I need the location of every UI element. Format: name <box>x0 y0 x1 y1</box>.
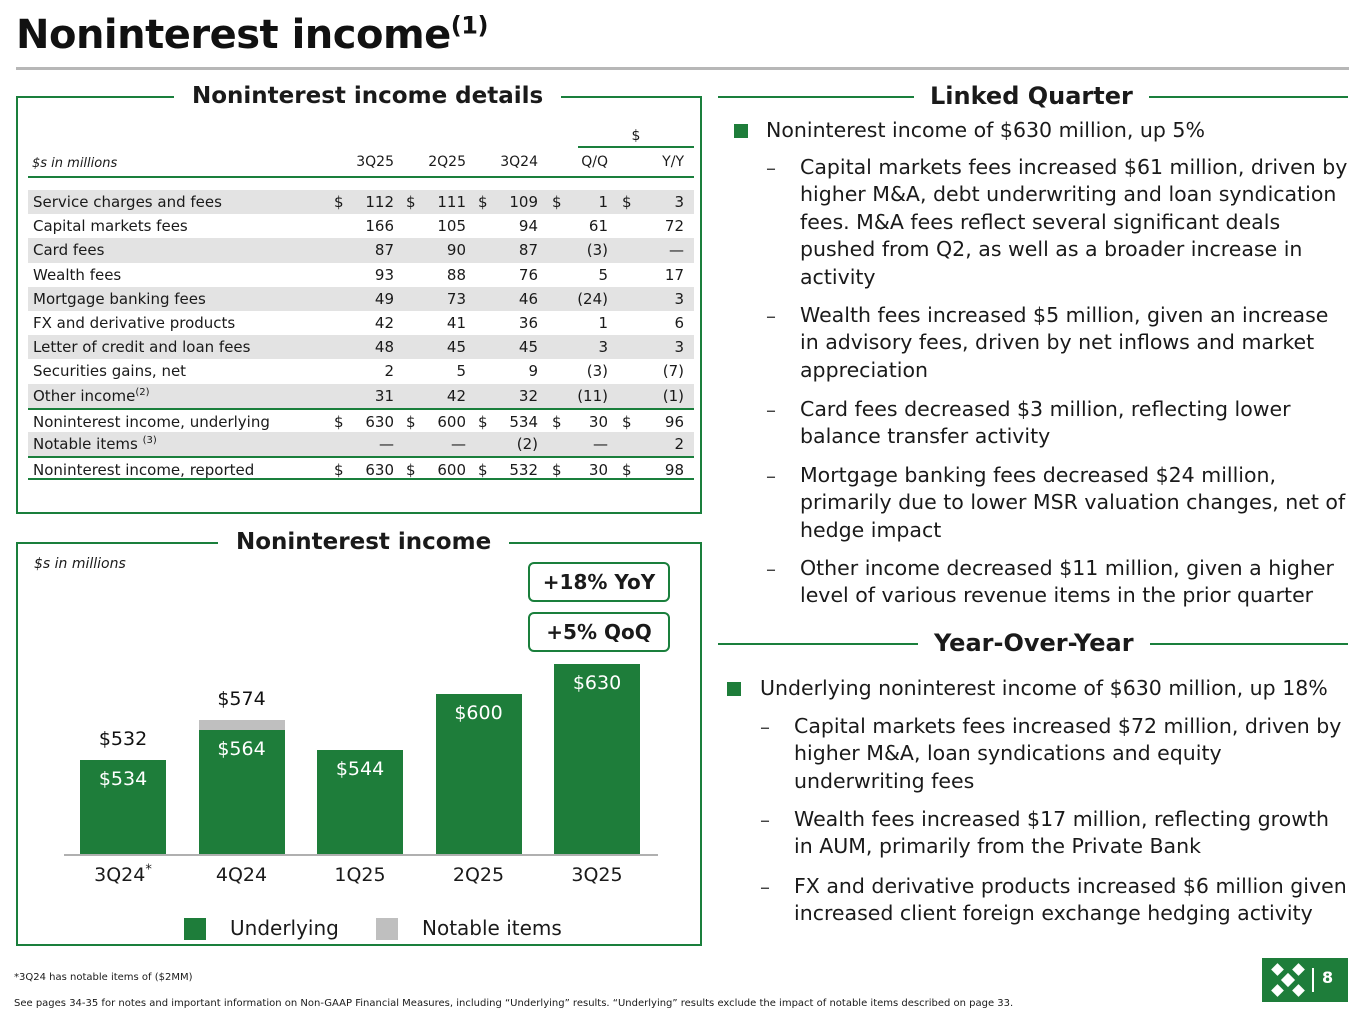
table-cell: 6 <box>674 313 684 332</box>
page-title: Noninterest income$^{(1)}$ <box>16 11 488 58</box>
row-label-text: Wealth fees <box>33 265 122 284</box>
bank-logo-icon <box>1270 962 1306 998</box>
dollar-sign: $ <box>622 412 632 431</box>
table-cell: — <box>451 434 466 453</box>
bar-total-label: $532 <box>98 728 148 750</box>
dollar-sign: $ <box>334 193 344 211</box>
row-label-text: Securities gains, net <box>33 362 187 381</box>
bullet-icon <box>734 124 748 138</box>
sub-bullet-text: Capital markets fees increased $61 million, driven by higher M&A, debt underwriting and loan syndication fees. M&A fees reflect several significant deals pushed from Q2, as well as a broader increase in activity <box>800 155 1348 289</box>
legend-notable-swatch <box>376 918 398 940</box>
dash-bullet-icon: – <box>760 875 770 899</box>
linked-quarter-heading: Linked Quarter <box>914 82 1149 110</box>
row-label <box>33 410 270 434</box>
table-unit: $s in millions <box>32 156 118 171</box>
x-tick-text: 1Q25 <box>334 864 386 886</box>
table-cell: — <box>379 434 394 453</box>
details-heading: Noninterest income details <box>174 83 561 109</box>
dollar-sign: $ <box>406 193 416 211</box>
row-label-text: Noninterest income, underlying <box>33 412 270 431</box>
row-label-text: Capital markets fees <box>33 217 188 236</box>
table-cell: (7) <box>662 362 684 381</box>
row-label <box>33 335 250 359</box>
table-cell: 3 <box>674 193 684 211</box>
table-row <box>28 214 694 238</box>
row-label <box>33 359 186 383</box>
row-label <box>33 190 222 214</box>
table-cell: 98 <box>664 461 684 480</box>
table-cell: 42 <box>446 386 466 405</box>
table-cell: 2 <box>674 434 684 453</box>
footnote: *3Q24 has notable items of ($2MM) <box>14 972 193 983</box>
bullet-icon <box>727 682 741 696</box>
table-row <box>28 432 694 456</box>
table-cell: 31 <box>374 386 394 405</box>
sub-bullet-text: FX and derivative products increased $6 million given increased client foreign exchange hedging activity <box>794 874 1347 926</box>
table-row <box>28 408 694 432</box>
table-body <box>28 190 694 480</box>
col-header: 3Q24 <box>500 154 538 170</box>
table-cell: 1 <box>598 313 608 332</box>
table-row <box>28 335 694 359</box>
x-tick-text: 3Q24 <box>94 864 146 886</box>
table-cell: 30 <box>588 412 608 431</box>
row-label-text: Card fees <box>33 241 105 260</box>
table-row <box>28 287 694 311</box>
bar-notable <box>199 720 285 730</box>
table-cell: — <box>593 434 608 453</box>
table-cell: 87 <box>518 241 538 260</box>
dollar-sign: $ <box>478 412 488 431</box>
table-cell: 5 <box>456 362 466 381</box>
chart-heading: Noninterest income <box>218 529 509 555</box>
row-label <box>33 238 104 262</box>
table-header <box>28 120 694 180</box>
table-cell: 72 <box>664 217 684 236</box>
chart-panel <box>16 529 702 946</box>
row-label <box>33 214 188 238</box>
table-cell: 1 <box>598 193 608 211</box>
row-label-text: Notable items <box>33 434 143 453</box>
table-cell: — <box>669 241 684 260</box>
disclaimer: See pages 34-35 for notes and important information on Non-GAAP Financial Measures, including “Underlying” results. “Underlying” results exclude the impact of notable items described on page 33. <box>14 998 1014 1009</box>
row-footnote-ref: (2) <box>135 386 150 398</box>
x-tick-label <box>307 864 413 886</box>
table-cell: 96 <box>664 412 684 431</box>
dash-bullet-icon: – <box>766 557 776 581</box>
dash-bullet-icon: – <box>766 398 776 422</box>
table-cell: 32 <box>518 386 538 405</box>
row-label <box>33 287 206 311</box>
table-cell: 88 <box>446 265 466 284</box>
bar-value-label: $630 <box>572 672 622 694</box>
dash-bullet-icon: – <box>766 464 776 488</box>
dash-bullet-icon: – <box>766 156 776 180</box>
x-tick-label <box>544 864 650 886</box>
sub-bullet-text: Capital markets fees increased $72 million, driven by higher M&A, loan syndications and equity underwriting fees <box>794 714 1342 793</box>
row-label <box>33 458 254 482</box>
chart-unit: $s in millions <box>34 556 126 572</box>
table-row <box>28 263 694 287</box>
row-label <box>33 384 149 408</box>
x-tick-footnote-mark: * <box>145 862 152 878</box>
table-cell: 532 <box>509 461 538 480</box>
title-divider <box>16 67 1349 70</box>
table-cell: 3 <box>674 289 684 308</box>
x-tick-label <box>426 864 532 886</box>
x-tick-label <box>189 864 295 886</box>
yoy-main-bullet: Underlying noninterest income of $630 million, up 18% <box>760 676 1328 700</box>
table-cell: 49 <box>374 289 394 308</box>
dollar-sign: $ <box>552 193 562 211</box>
details-table <box>28 120 694 480</box>
table-cell: 2 <box>384 362 394 381</box>
bar-value-label: $534 <box>98 768 148 790</box>
qoq-badge: +5% QoQ <box>528 612 670 652</box>
table-cell: 36 <box>518 313 538 332</box>
sub-bullet-text: Other income decreased $11 million, given a higher level of various revenue items in the prior quarter <box>800 556 1334 608</box>
table-row <box>28 456 694 480</box>
details-panel <box>16 83 702 514</box>
table-cell: 600 <box>437 412 466 431</box>
table-cell: 9 <box>528 362 538 381</box>
table-cell: 93 <box>374 265 394 284</box>
table-cell: 48 <box>374 338 394 357</box>
row-label-text: FX and derivative products <box>33 313 236 332</box>
dollar-sign: $ <box>552 412 562 431</box>
row-label-text: Noninterest income, reported <box>33 461 255 480</box>
table-cell: 46 <box>518 289 538 308</box>
table-cell: 3 <box>598 338 608 357</box>
table-cell: 87 <box>374 241 394 260</box>
row-label <box>33 263 121 287</box>
table-cell: 105 <box>437 217 466 236</box>
row-label <box>33 311 235 335</box>
table-cell: 600 <box>437 461 466 480</box>
dash-bullet-icon: – <box>760 808 770 832</box>
table-cell: 90 <box>446 241 466 260</box>
x-tick-label <box>70 864 176 886</box>
table-cell: 73 <box>446 289 466 308</box>
dollar-sign: $ <box>552 461 562 480</box>
table-row <box>28 359 694 383</box>
x-tick-text: 4Q24 <box>215 864 268 886</box>
x-tick-text: 3Q25 <box>571 864 623 886</box>
dollar-sign: $ <box>334 461 344 480</box>
table-cell: 111 <box>437 193 466 211</box>
sub-bullet-text: Wealth fees increased $5 million, given an increase in advisory fees, driven by net inflows and market appreciation <box>800 303 1329 382</box>
dollar-sign: $ <box>478 193 488 211</box>
table-cell: 109 <box>509 193 538 211</box>
dash-bullet-icon: – <box>766 304 776 328</box>
col-header: 2Q25 <box>428 154 466 170</box>
table-cell: 534 <box>509 412 538 431</box>
dollar-sign: $ <box>622 461 632 480</box>
table-cell: 42 <box>374 313 394 332</box>
row-footnote-ref: (3) <box>142 434 157 446</box>
col-header: Y/Y <box>662 154 684 170</box>
bar-value-label: $544 <box>335 758 385 780</box>
row-label-text: Letter of credit and loan fees <box>33 338 251 357</box>
bar-chart <box>18 544 700 944</box>
table-cell: (3) <box>586 241 608 260</box>
yoy-heading: Year-Over-Year <box>918 629 1150 657</box>
bar-value-label: $564 <box>217 738 266 760</box>
col-header: 3Q25 <box>356 154 394 170</box>
dash-bullet-icon: – <box>760 715 770 739</box>
table-row <box>28 384 694 408</box>
dollar-sign: $ <box>406 461 416 480</box>
table-cell: 17 <box>664 265 684 284</box>
sub-bullet-text: Wealth fees increased $17 million, reflecting growth in AUM, primarily from the Private Bank <box>794 807 1329 859</box>
table-cell: (24) <box>577 289 608 308</box>
dollar-sign: $ <box>334 412 344 431</box>
yoy-badge: +18% YoY <box>528 562 670 602</box>
dollar-sign: $ <box>478 461 488 480</box>
table-cell: 630 <box>365 461 394 480</box>
table-cell: 30 <box>588 461 608 480</box>
x-tick-text: 2Q25 <box>452 864 505 886</box>
row-label <box>33 432 157 456</box>
table-row <box>28 238 694 262</box>
bar-value-label: $600 <box>454 702 503 724</box>
dollar-sign: $ <box>622 193 632 211</box>
table-cell: 94 <box>518 217 538 236</box>
table-row <box>28 190 694 214</box>
table-cell: 166 <box>365 217 394 236</box>
row-label-text: Other income <box>33 386 136 405</box>
change-dollar-header: $ <box>578 128 694 148</box>
table-cell: 630 <box>365 412 394 431</box>
table-cell: 76 <box>518 265 538 284</box>
col-header: Q/Q <box>581 154 608 170</box>
x-axis-baseline <box>64 854 658 856</box>
sub-bullet-text: Mortgage banking fees decreased $24 million, primarily due to lower MSR valuation changes, net of hedge impact <box>800 463 1346 542</box>
sub-bullet-text: Card fees decreased $3 million, reflecting lower balance transfer activity <box>800 397 1291 449</box>
page-number: 8 <box>1322 968 1334 987</box>
table-cell: 112 <box>365 193 394 211</box>
dollar-sign: $ <box>406 412 416 431</box>
legend-underlying-label: Underlying <box>230 916 339 940</box>
legend-notable-label: Notable items <box>422 916 562 940</box>
row-label-text: Mortgage banking fees <box>33 289 206 308</box>
table-cell: 61 <box>588 217 608 236</box>
lq-main-bullet: Noninterest income of $630 million, up 5% <box>766 118 1205 142</box>
logo <box>1262 958 1348 1002</box>
table-cell: 3 <box>674 338 684 357</box>
table-cell: 41 <box>446 313 466 332</box>
table-row <box>28 311 694 335</box>
table-cell: (11) <box>577 386 608 405</box>
table-cell: (1) <box>662 386 684 405</box>
table-cell: (2) <box>516 434 538 453</box>
table-cell: 45 <box>446 338 466 357</box>
row-label-text: Service charges and fees <box>33 193 222 211</box>
legend-underlying-swatch <box>184 918 206 940</box>
table-cell: 5 <box>598 265 608 284</box>
bar-total-label: $574 <box>217 688 266 710</box>
table-cell: 45 <box>518 338 538 357</box>
table-cell: (3) <box>586 362 608 381</box>
